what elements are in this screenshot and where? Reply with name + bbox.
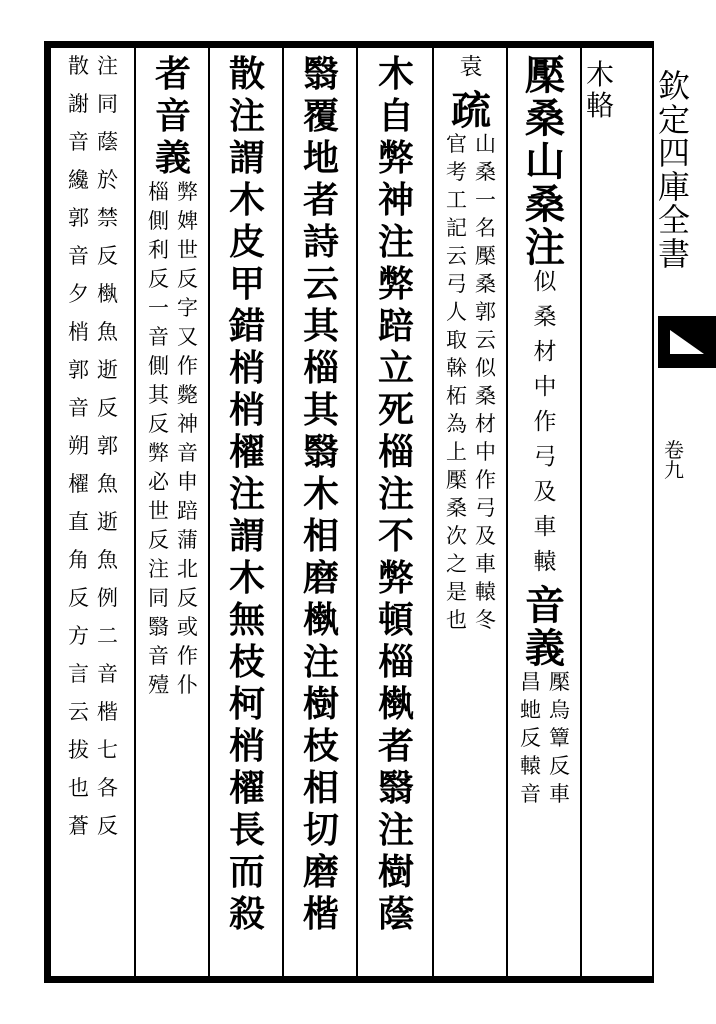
note-char: 北	[177, 557, 198, 581]
fish-tail-notch	[670, 330, 704, 354]
note-char: 一	[148, 296, 169, 320]
main-char: 皮	[228, 221, 265, 263]
note-char: 桑	[475, 384, 496, 408]
note-char: 魚	[97, 320, 118, 344]
main-char: 切	[302, 809, 339, 851]
main-char: 槸	[377, 683, 414, 725]
main-char: 殺	[228, 893, 265, 935]
main-char: 樹	[377, 851, 414, 893]
text-column-2	[438, 56, 504, 638]
note-char: 柘	[446, 384, 467, 408]
annotation-char: 中	[533, 374, 557, 400]
main-char: 翳	[302, 53, 339, 95]
main-char: 樹	[302, 683, 339, 725]
main-char: 注	[377, 809, 414, 851]
note-char: 云	[446, 244, 467, 268]
note-char: 烏	[549, 698, 570, 722]
note-char: 次	[446, 524, 467, 548]
note-line	[520, 672, 541, 812]
note-char: 夕	[68, 282, 89, 306]
note-char: 上	[446, 440, 467, 464]
note-char: 轅	[520, 754, 541, 778]
note-char: 仆	[177, 673, 198, 697]
note-char: 冬	[475, 608, 496, 632]
annotation-char: 桑	[533, 304, 557, 330]
note-char: 蔭	[97, 130, 118, 154]
note-char: 官	[446, 132, 467, 156]
note-char: 魚	[97, 472, 118, 496]
note-char: 及	[475, 524, 496, 548]
section-header	[586, 60, 614, 122]
note-char: 各	[97, 776, 118, 800]
note-char: 楷	[97, 700, 118, 724]
note-char: 反	[97, 244, 118, 268]
main-char: 頓	[377, 599, 414, 641]
main-char: 櫂	[228, 767, 265, 809]
note-char: 車	[475, 552, 496, 576]
main-char: 山	[525, 138, 565, 185]
title-char: 書	[658, 234, 691, 273]
note-char: 音	[68, 130, 89, 154]
title-char: 定	[658, 100, 691, 139]
main-char: 無	[228, 599, 265, 641]
note-char: 桑	[446, 496, 467, 520]
title-char: 欽	[658, 67, 691, 105]
main-char: 云	[302, 263, 339, 305]
header-char: 輅	[586, 88, 615, 122]
note-char: 同	[148, 586, 169, 610]
note-char: 記	[446, 216, 467, 240]
note-char: 字	[177, 296, 198, 320]
note-char: 二	[97, 624, 118, 648]
note-char: 角	[68, 548, 89, 572]
main-char: 木	[377, 53, 414, 95]
note-char: 音	[520, 782, 541, 806]
note-char: 材	[475, 412, 496, 436]
note-char: 注	[97, 54, 118, 78]
note-char: 作	[475, 468, 496, 492]
note-char: 禁	[97, 206, 118, 230]
main-char: 神	[377, 179, 414, 221]
main-char: 疏	[451, 87, 491, 134]
main-char: 義	[525, 625, 565, 672]
title-char: 四	[658, 134, 691, 173]
note-char: 車	[549, 782, 570, 806]
annotation-char: 及	[533, 479, 557, 505]
main-char: 注	[228, 95, 265, 137]
note-char: 名	[475, 216, 496, 240]
note-char: 椔	[148, 180, 169, 204]
main-char: 椔	[377, 431, 414, 473]
note-char: 一	[475, 188, 496, 212]
note-char: 人	[446, 300, 467, 324]
note-char: 為	[446, 412, 467, 436]
main-char: 磨	[302, 851, 339, 893]
column-rule	[506, 48, 508, 976]
note-char: 反	[97, 814, 118, 838]
main-char: 長	[228, 809, 265, 851]
main-char: 者	[377, 725, 414, 767]
main-char: 梢	[228, 389, 265, 431]
main-char: 義	[154, 137, 191, 179]
interlinear-note	[446, 134, 496, 638]
note-char: 槸	[97, 282, 118, 306]
note-char: 反	[177, 586, 198, 610]
title-char: 庫	[658, 167, 691, 206]
note-char: 例	[97, 586, 118, 610]
note-char: 世	[177, 238, 198, 262]
main-char: 者	[302, 179, 339, 221]
note-char: 纔	[68, 168, 89, 192]
note-char: 殪	[148, 673, 169, 697]
note-char: 也	[68, 776, 89, 800]
note-char: 梢	[68, 320, 89, 344]
title-char: 全	[658, 201, 691, 240]
note-char: 直	[68, 510, 89, 534]
header-char: 木	[586, 58, 615, 91]
note-char: 或	[177, 615, 198, 639]
note-char: 取	[446, 328, 467, 352]
note-char: 同	[97, 92, 118, 116]
annotation-char: 袁	[459, 54, 483, 80]
note-char: 踣	[177, 499, 198, 523]
note-char: 利	[148, 238, 169, 262]
note-char: 其	[148, 383, 169, 407]
interlinear-note	[148, 182, 198, 704]
note-char: 反	[177, 267, 198, 291]
main-char: 枝	[302, 725, 339, 767]
juan-number	[664, 440, 684, 480]
note-char: 翳	[148, 615, 169, 639]
main-char: 梢	[228, 347, 265, 389]
note-char: 中	[475, 440, 496, 464]
note-char: 弊	[148, 441, 169, 465]
main-char: 者	[154, 53, 191, 95]
note-char: 之	[446, 552, 467, 576]
note-line	[97, 56, 118, 854]
note-char: 側	[148, 354, 169, 378]
note-char: 必	[148, 470, 169, 494]
main-char: 踣	[377, 305, 414, 347]
column-rule	[580, 48, 582, 976]
note-char: 桑	[475, 272, 496, 296]
main-char: 椔	[302, 347, 339, 389]
main-char: 立	[377, 347, 414, 389]
main-char: 木	[228, 179, 265, 221]
note-char: 言	[68, 662, 89, 686]
main-char: 其	[302, 305, 339, 347]
column-rule	[208, 48, 210, 976]
note-char: 反	[148, 412, 169, 436]
note-char: 弊	[177, 180, 198, 204]
note-char: 謝	[68, 92, 89, 116]
note-line	[68, 56, 89, 854]
main-char: 注	[302, 641, 339, 683]
note-char: 作	[177, 354, 198, 378]
book-title	[658, 67, 691, 273]
text-column-7	[54, 56, 132, 854]
note-char: 側	[148, 209, 169, 233]
main-char: 其	[302, 389, 339, 431]
main-char: 而	[228, 851, 265, 893]
note-char: 櫂	[68, 472, 89, 496]
text-column-4	[288, 53, 354, 938]
main-char: 音	[525, 582, 565, 629]
note-char: 申	[177, 470, 198, 494]
gutter-line	[652, 41, 654, 983]
main-char: 桑	[525, 95, 565, 142]
note-char: 郭	[68, 358, 89, 382]
note-char: 反	[148, 528, 169, 552]
main-char: 覆	[302, 95, 339, 137]
main-char: 死	[377, 389, 414, 431]
note-char: 七	[97, 738, 118, 762]
note-char: 反	[520, 726, 541, 750]
main-char: 注	[228, 473, 265, 515]
main-char: 磨	[302, 557, 339, 599]
main-char: 詩	[302, 221, 339, 263]
note-char: 山	[475, 132, 496, 156]
note-char: 弓	[446, 272, 467, 296]
note-char: 蒲	[177, 528, 198, 552]
note-char: 音	[97, 662, 118, 686]
main-char: 桑	[525, 181, 565, 228]
main-char: 相	[302, 515, 339, 557]
column-rule	[432, 48, 434, 976]
annotation-char: 似	[533, 269, 557, 295]
main-char: 注	[377, 473, 414, 515]
note-char: 音	[148, 644, 169, 668]
note-char: 音	[148, 325, 169, 349]
juan-char: 九	[664, 458, 684, 482]
column-rule	[356, 48, 358, 976]
main-char: 翳	[377, 767, 414, 809]
main-char: 弊	[377, 263, 414, 305]
note-char: 婢	[177, 209, 198, 233]
note-char: 反	[549, 754, 570, 778]
annotation-char: 材	[533, 339, 557, 365]
main-char: 自	[377, 95, 414, 137]
main-char: 楷	[302, 893, 339, 935]
note-char: 散	[68, 54, 89, 78]
column-rule	[134, 48, 136, 976]
note-char: 反	[97, 396, 118, 420]
main-char: 謂	[228, 515, 265, 557]
main-char: 相	[302, 767, 339, 809]
note-char: 郭	[68, 206, 89, 230]
main-char: 櫂	[228, 431, 265, 473]
note-char: 神	[177, 412, 198, 436]
main-char: 弊	[377, 557, 414, 599]
note-line	[475, 134, 496, 638]
note-char: 考	[446, 160, 467, 184]
note-char: 云	[475, 328, 496, 352]
note-char: 郭	[475, 300, 496, 324]
note-line	[549, 672, 570, 812]
note-char: 斃	[177, 383, 198, 407]
note-char: 反	[68, 586, 89, 610]
juan-char: 卷	[664, 438, 684, 462]
main-char: 檿	[525, 52, 565, 99]
main-char: 枝	[228, 641, 265, 683]
main-char: 木	[228, 557, 265, 599]
main-char: 柯	[228, 683, 265, 725]
note-line	[446, 134, 467, 638]
note-char: 逝	[97, 358, 118, 382]
note-char: 檿	[446, 468, 467, 492]
text-column-5	[214, 53, 280, 938]
note-char: 反	[148, 267, 169, 291]
note-char: 云	[68, 700, 89, 724]
note-line	[177, 182, 198, 704]
note-char: 桑	[475, 160, 496, 184]
main-char: 謂	[228, 137, 265, 179]
main-char: 散	[228, 53, 265, 95]
main-char: 弊	[377, 137, 414, 179]
note-char: 音	[177, 441, 198, 465]
note-char: 昌	[520, 670, 541, 694]
text-column-3	[362, 53, 430, 938]
main-char: 槸	[302, 599, 339, 641]
note-char: 是	[446, 580, 467, 604]
main-char: 注	[377, 221, 414, 263]
note-char: 作	[177, 644, 198, 668]
note-char: 也	[446, 608, 467, 632]
annotation-char: 轅	[533, 549, 557, 575]
note-char: 郭	[97, 434, 118, 458]
text-column-6	[140, 53, 206, 704]
main-char: 不	[377, 515, 414, 557]
note-char: 弓	[475, 496, 496, 520]
main-char: 地	[302, 137, 339, 179]
note-char: 音	[68, 396, 89, 420]
note-char: 工	[446, 188, 467, 212]
note-char: 朔	[68, 434, 89, 458]
note-char: 拔	[68, 738, 89, 762]
note-char: 似	[475, 356, 496, 380]
main-char: 甲	[228, 263, 265, 305]
note-line	[148, 182, 169, 704]
interlinear-note	[68, 56, 118, 854]
note-char: 虵	[520, 698, 541, 722]
note-char: 蒼	[68, 814, 89, 838]
annotation-char: 弓	[533, 444, 557, 470]
main-char: 梢	[228, 725, 265, 767]
note-char: 榦	[446, 356, 467, 380]
note-char: 轅	[475, 580, 496, 604]
note-char: 檿	[475, 244, 496, 268]
annotation-char: 車	[533, 514, 557, 540]
note-char: 檿	[549, 670, 570, 694]
note-char: 又	[177, 325, 198, 349]
main-char: 椔	[377, 641, 414, 683]
note-char: 方	[68, 624, 89, 648]
annotation-char: 作	[533, 409, 557, 435]
main-char: 翳	[302, 431, 339, 473]
note-char: 於	[97, 168, 118, 192]
note-char: 注	[148, 557, 169, 581]
main-char: 蔭	[377, 893, 414, 935]
note-char: 逝	[97, 510, 118, 534]
text-column-1	[512, 52, 578, 812]
main-char: 注	[525, 224, 565, 271]
note-char: 簟	[549, 726, 570, 750]
interlinear-note	[520, 672, 570, 812]
main-char: 音	[154, 95, 191, 137]
note-char: 世	[148, 499, 169, 523]
column-rule	[282, 48, 284, 976]
note-char: 音	[68, 244, 89, 268]
main-char: 錯	[228, 305, 265, 347]
main-char: 木	[302, 473, 339, 515]
note-char: 魚	[97, 548, 118, 572]
